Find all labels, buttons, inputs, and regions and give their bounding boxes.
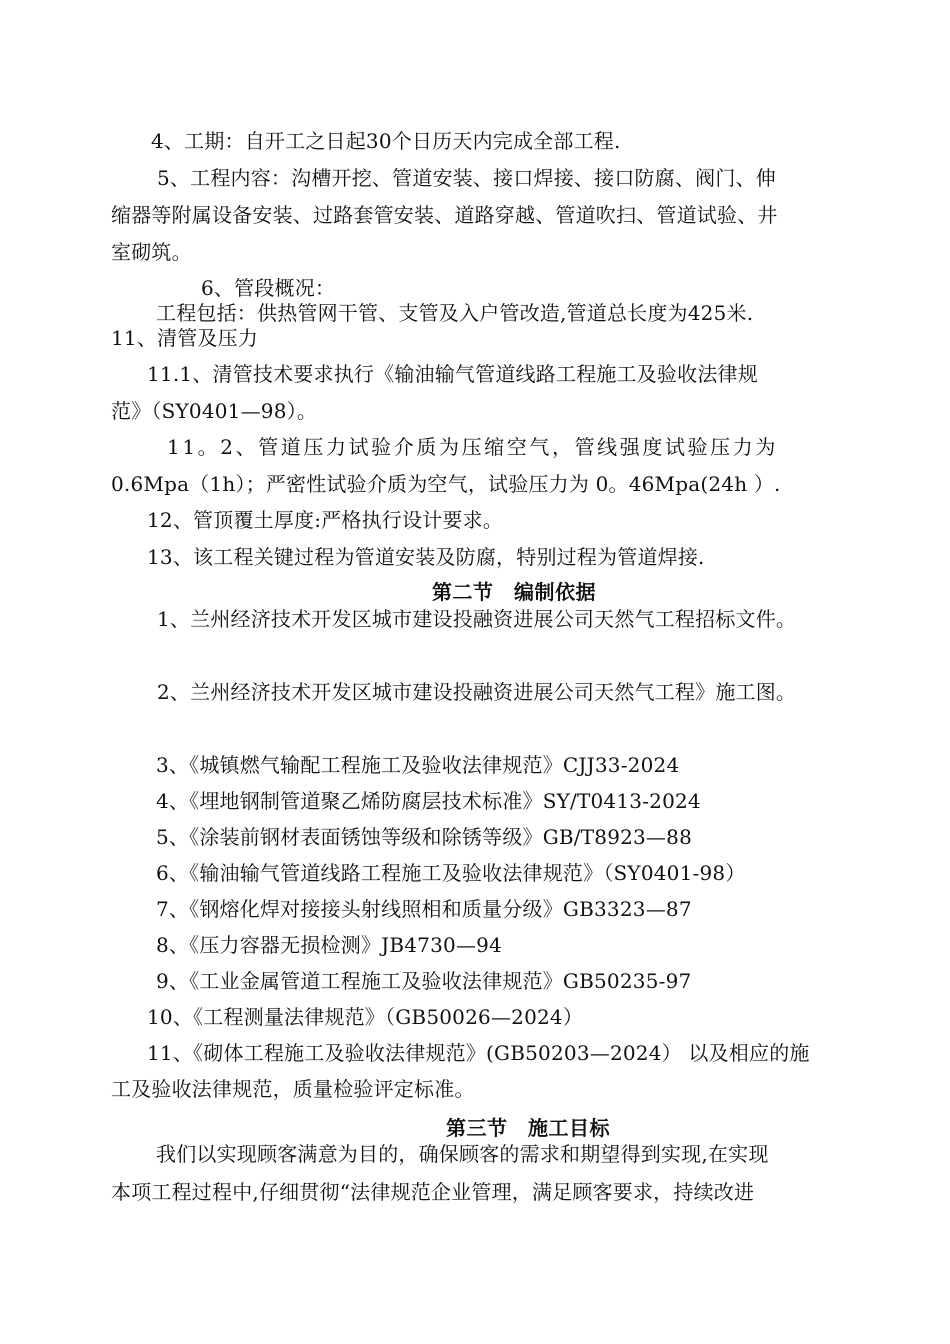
basis-item-2: 2、兰州经济技术开发区城市建设投融资进展公司天然气工程》施工图。 [157,680,797,704]
basis-item-3: 3、《城镇燃气输配工程施工及验收法律规范》CJJ33-2024 [156,753,680,777]
section-heading-goal: 第三节 施工目标 [446,1116,610,1140]
basis-item-11: 11、《砌体工程施工及验收法律规范》(GB50203—2024） 以及相应的施 [147,1041,810,1065]
text-line-scope-3: 室砌筑。 [111,240,192,264]
basis-item-9: 9、《工业金属管道工程施工及验收法律规范》GB50235-97 [156,969,692,993]
text-line-cleaning-req-1: 11.1、清管技术要求执行《输油输气管道线路工程施工及验收法律规 [147,362,758,386]
basis-item-10: 10、《工程测量法律规范》（GB50026—2024） [147,1005,584,1029]
basis-item-5: 5、《涂装前钢材表面锈蚀等级和除锈等级》GB/T8923—88 [156,825,693,849]
text-line-pressure-test-2: 0.6Mpa（1h）；严密性试验介质为空气，试验压力为 0。46Mpa(24h ）. [111,472,781,496]
text-line-cover-depth: 12、管顶覆土厚度:严格执行设计要求。 [147,508,503,532]
basis-item-7: 7、《钢熔化焊对接接头射线照相和质量分级》GB3323—87 [156,897,692,921]
basis-item-11-cont: 工及验收法律规范，质量检验评定标准。 [111,1077,475,1101]
basis-item-6: 6、《输油输气管道线路工程施工及验收法律规范》（SY0401-98） [156,861,746,885]
basis-item-4: 4、《埋地钢制管道聚乙烯防腐层技术标准》SY/T0413-2024 [156,789,701,813]
text-line-pressure-test-1: 11。2、管道压力试验介质为压缩空气，管线强度试验压力为 [167,435,778,459]
basis-item-8: 8、《压力容器无损检测》JB4730—94 [156,933,502,957]
text-line-scope-1: 5、工程内容：沟槽开挖、管道安装、接口焊接、接口防腐、阀门、伸 [157,166,776,190]
text-line-pipe-cleaning: 11、清管及压力 [111,326,259,350]
text-line-key-process: 13、该工程关键过程为管道安装及防腐，特别过程为管道焊接. [147,545,705,569]
text-line-project-includes: 工程包括：供热管网干管、支管及入户管改造,管道总长度为425米. [156,301,754,325]
text-line-section-overview: 6、管段概况： [201,276,336,300]
basis-item-1: 1、兰州经济技术开发区城市建设投融资进展公司天然气工程招标文件。 [157,607,797,631]
text-line-scope-2: 缩器等附属设备安装、过路套管安装、道路穿越、管道吹扫、管道试验、井 [111,203,778,227]
text-line-cleaning-req-2: 范》（SY0401—98）。 [111,399,318,423]
goal-paragraph-line-1: 我们以实现顾客满意为目的，确保顾客的需求和期望得到实现,在实现 [156,1142,769,1166]
section-heading-basis: 第二节 编制依据 [432,580,596,604]
goal-paragraph-line-2: 本项工程过程中,仔细贯彻“法律规范企业管理，满足顾客要求，持续改进 [111,1180,755,1204]
text-line-schedule: 4、工期：自开工之日起30个日历天内完成全部工程. [151,129,621,153]
